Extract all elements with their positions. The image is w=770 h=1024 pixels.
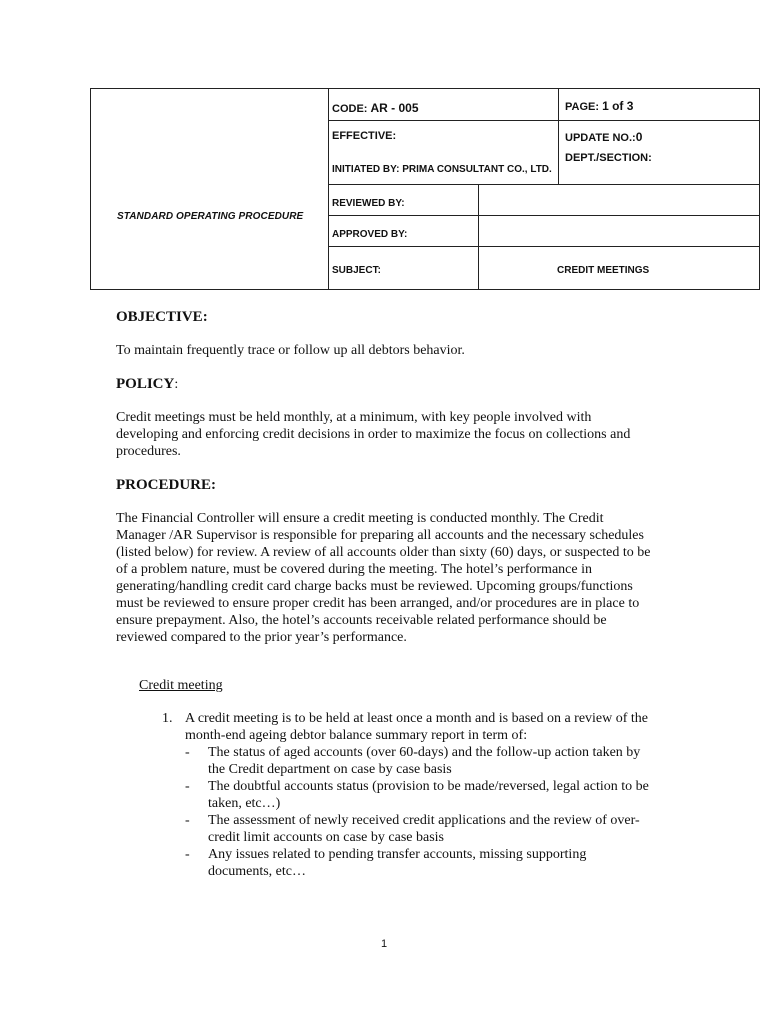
sop-header-table bbox=[90, 88, 760, 290]
objective-heading: OBJECTIVE: bbox=[116, 309, 208, 325]
reviewed-label: REVIEWED BY: bbox=[332, 198, 405, 209]
page-label: PAGE: bbox=[565, 101, 600, 113]
code-label: CODE: bbox=[332, 103, 368, 115]
approved-label: APPROVED BY: bbox=[332, 229, 408, 240]
initiated-field bbox=[332, 164, 552, 175]
bullet-text: Any issues related to pending transfer accounts, missing supporting documents, etc… bbox=[208, 847, 587, 879]
subject-label: SUBJECT: bbox=[332, 265, 381, 276]
policy-colon: : bbox=[174, 377, 179, 392]
effective-label: EFFECTIVE: bbox=[332, 130, 397, 142]
bullet-text: The doubtful accounts status (provision to be made/reversed, legal action to be taken, etc…) bbox=[208, 779, 649, 811]
policy-text: Credit meetings must be held monthly, at a minimum, with key people involved with developing and enforcing credit decisions in order to maximize the focus on collections and procedures. bbox=[116, 410, 631, 459]
table-divider bbox=[328, 184, 760, 185]
table-divider bbox=[478, 184, 479, 289]
page-field bbox=[565, 99, 633, 113]
initiated-value: PRIMA CONSULTANT CO., LTD. bbox=[402, 164, 552, 175]
table-divider bbox=[328, 89, 329, 289]
table-divider bbox=[558, 89, 559, 184]
bullet-dash: - bbox=[185, 813, 190, 828]
bullet-text: The status of aged accounts (over 60-days) and the follow-up action taken by the Credit department on case by case basis bbox=[208, 745, 641, 777]
bullet-dash: - bbox=[185, 779, 190, 794]
list-item-number: 1. bbox=[162, 711, 173, 726]
table-divider bbox=[328, 246, 760, 247]
subject-value: CREDIT MEETINGS bbox=[557, 265, 650, 276]
code-value: AR - 005 bbox=[370, 101, 419, 115]
bullet-dash: - bbox=[185, 847, 190, 862]
update-field bbox=[565, 130, 642, 144]
objective-text: To maintain frequently trace or follow up all debtors behavior. bbox=[116, 343, 465, 358]
code-field bbox=[332, 101, 419, 115]
initiated-label: INITIATED BY: bbox=[332, 164, 400, 175]
procedure-heading: PROCEDURE: bbox=[116, 477, 216, 493]
list-item-text: A credit meeting is to be held at least once a month and is based on a review of the month-end ageing debtor balance summary report in term of: bbox=[185, 711, 649, 743]
page-value: 1 of 3 bbox=[602, 99, 634, 113]
sop-title: STANDARD OPERATING PROCEDURE bbox=[117, 211, 304, 222]
bullet-text: The assessment of newly received credit applications and the review of over-credit limit accounts on case by case basis bbox=[208, 813, 640, 845]
bullet-dash: - bbox=[185, 745, 190, 760]
policy-heading: POLICY bbox=[116, 376, 175, 392]
update-value: 0 bbox=[635, 130, 643, 144]
table-divider bbox=[328, 120, 760, 121]
table-divider bbox=[328, 215, 760, 216]
credit-meeting-subheading: Credit meeting bbox=[139, 678, 223, 693]
update-label: UPDATE NO.: bbox=[565, 132, 636, 144]
policy-heading-row bbox=[116, 376, 178, 393]
procedure-text: The Financial Controller will ensure a credit meeting is conducted monthly. The Credit Manager /AR Supervisor is responsible for preparing all accounts and the necessary schedules (listed below) for review. A review of all accounts older than sixty (60) days, or suspected to be of a problem nature, must be covered during the meeting. The hotel’s performance in generating/handling credit card charge backs must be reviewed. Upcoming groups/functions must be reviewed to ensure proper credit has been arranged, and/or procedures are in place to ensure prepayment. Also, the hotel’s accounts receivable related performance should be reviewed compared to the prior year’s performance. bbox=[116, 511, 651, 645]
dept-label: DEPT./SECTION: bbox=[565, 152, 652, 164]
page-number: 1 bbox=[381, 938, 388, 950]
